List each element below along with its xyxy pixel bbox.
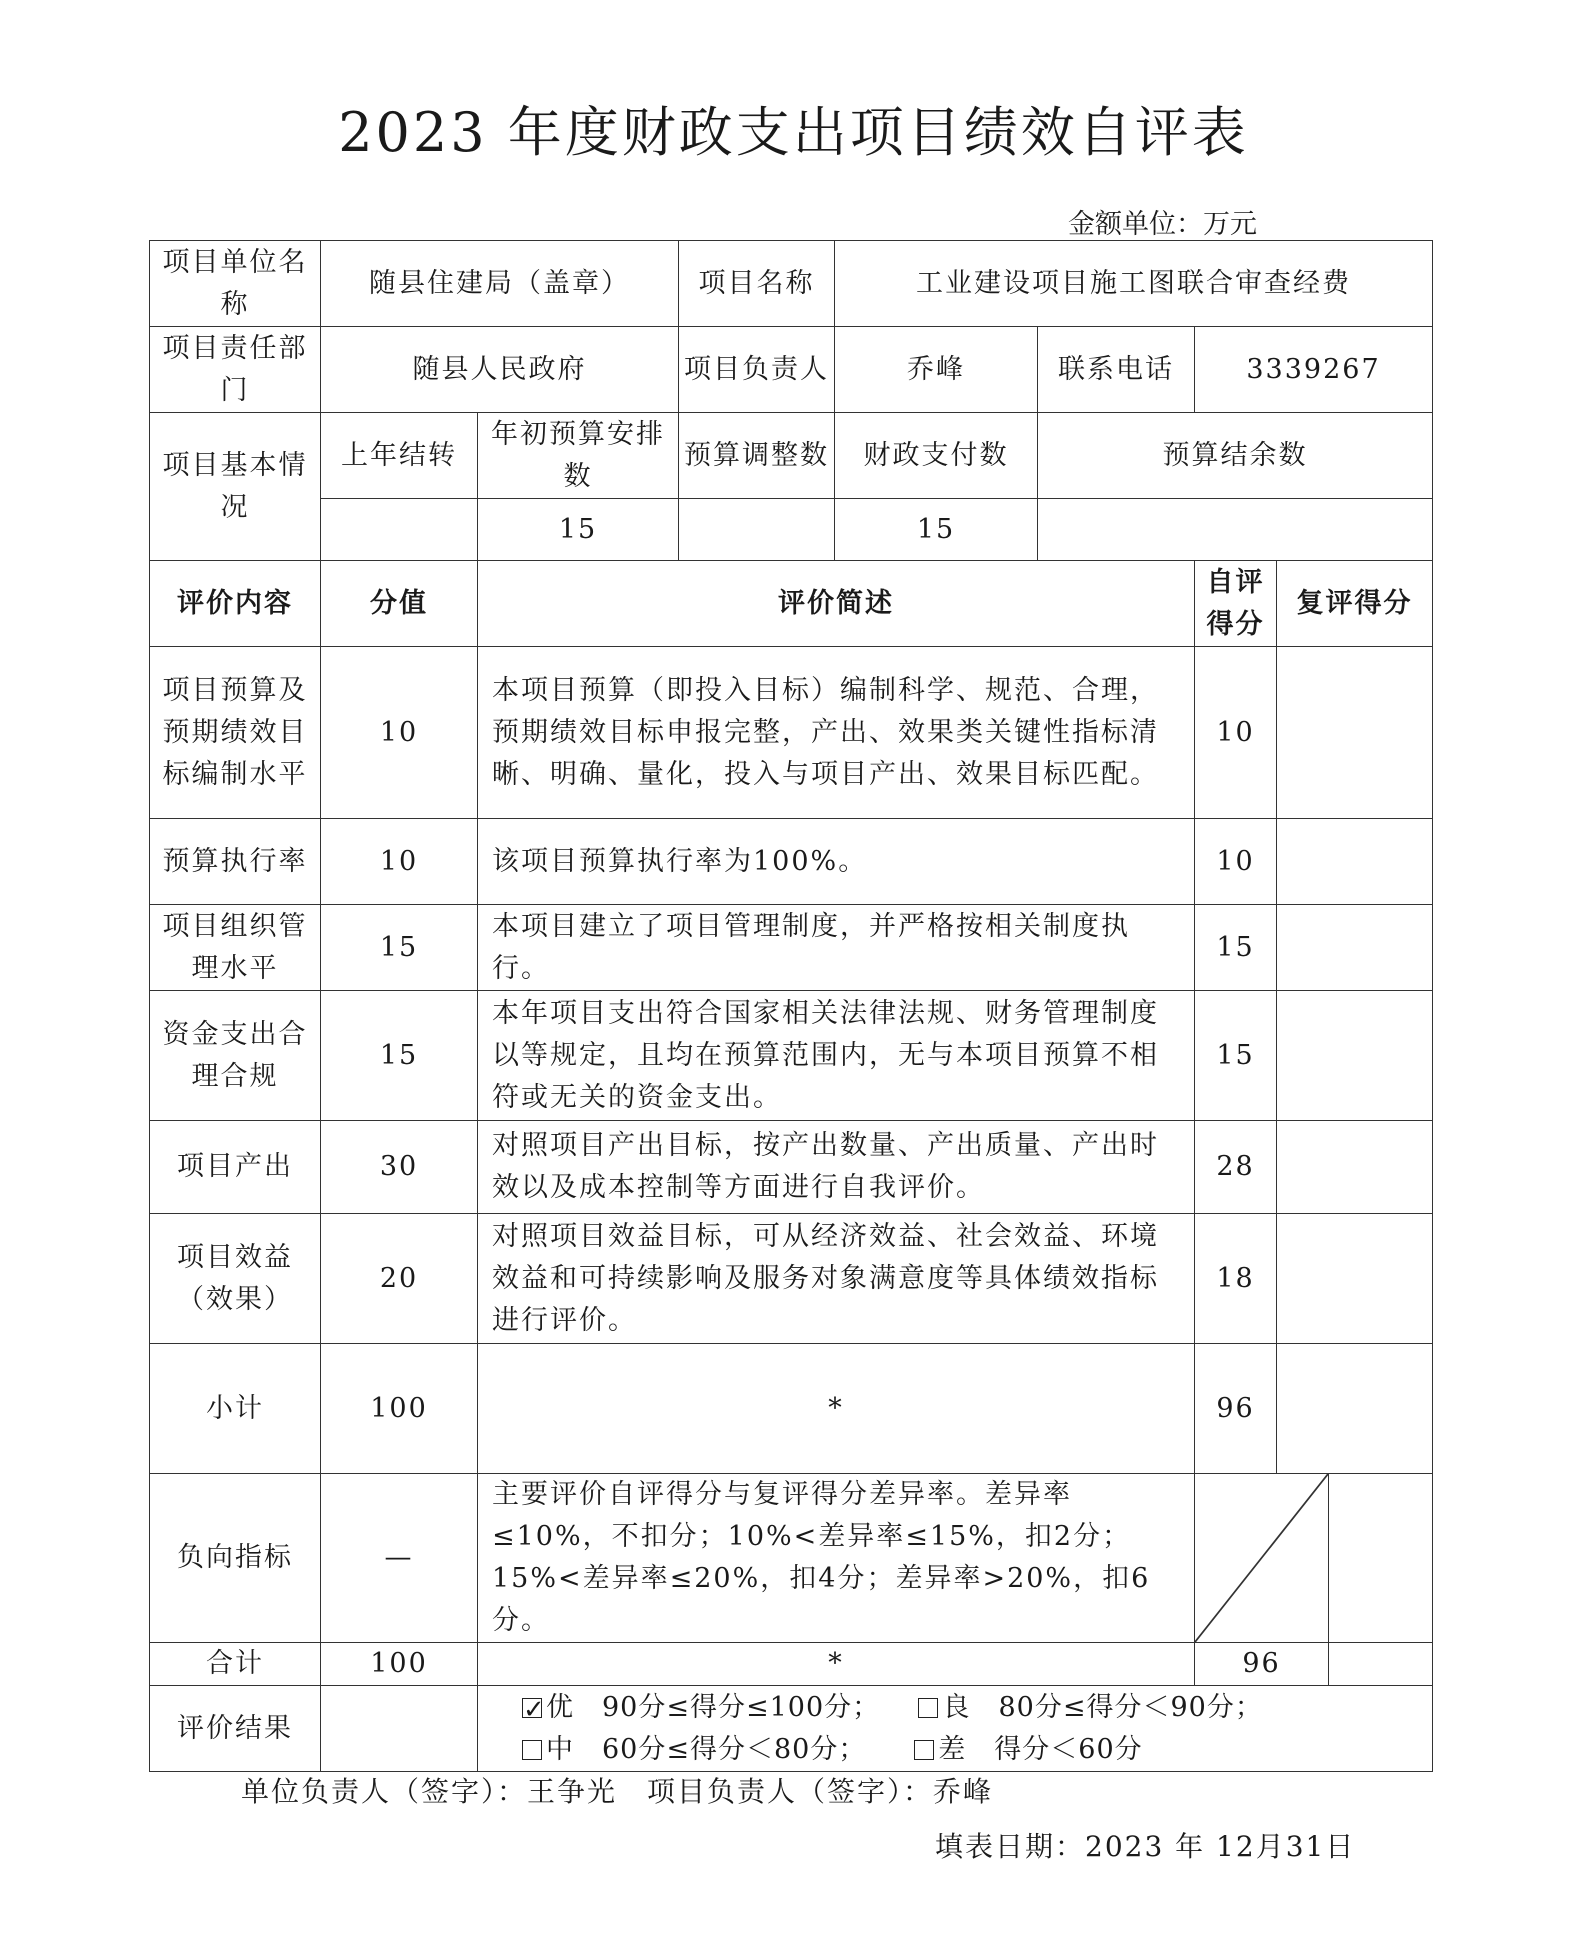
- header-summary: 评价简述: [478, 561, 1195, 647]
- diagonal-strike: [1195, 1474, 1328, 1642]
- checkbox-empty-icon: [918, 1698, 938, 1718]
- row-basic-headers: [150, 413, 1433, 499]
- leader-value: 乔峰: [835, 327, 1038, 413]
- checkbox-checked-icon: [522, 1698, 542, 1718]
- row-subtotal: [150, 1344, 1433, 1474]
- eval-self: 28: [1195, 1121, 1277, 1214]
- eval-score: 10: [321, 819, 478, 905]
- eval-review: [1277, 1214, 1433, 1344]
- eval-desc: 对照项目产出目标，按产出数量、产出质量、产出时效以及成本控制等方面进行自我评价。: [478, 1121, 1195, 1214]
- header-review: 复评得分: [1277, 561, 1433, 647]
- eval-self: 18: [1195, 1214, 1277, 1344]
- total-label: 合计: [150, 1643, 321, 1686]
- result-option-poor: 差 得分＜60分: [938, 1733, 1143, 1765]
- subtotal-label: 小计: [150, 1344, 321, 1474]
- total-desc: *: [478, 1643, 1195, 1686]
- eval-score: 20: [321, 1214, 478, 1344]
- eval-self: 10: [1195, 647, 1277, 819]
- signature-line: 单位负责人（签字）：王争光 项目负责人（签字）：乔峰: [241, 1775, 994, 1808]
- row-unit-name: [150, 241, 1433, 327]
- table-row: [150, 1121, 1433, 1214]
- header-content: 评价内容: [150, 561, 321, 647]
- table-row: [150, 647, 1433, 819]
- result-option-excellent: 优 90分≤得分≤100分；: [546, 1691, 881, 1723]
- negative-label: 负向指标: [150, 1474, 321, 1643]
- header-self: 自评得分: [1195, 561, 1277, 647]
- row-total: [150, 1643, 1433, 1686]
- eval-score: 30: [321, 1121, 478, 1214]
- eval-self: 15: [1195, 991, 1277, 1121]
- eval-desc: 本项目预算（即投入目标）编制科学、规范、合理，预期绩效目标申报完整，产出、效果类关键性指标清晰、明确、量化，投入与项目产出、效果目标匹配。: [478, 647, 1195, 819]
- basic-value: [679, 499, 835, 561]
- eval-score: 15: [321, 991, 478, 1121]
- result-label: 评价结果: [150, 1686, 321, 1772]
- result-options: [478, 1686, 1433, 1772]
- table-row: [150, 905, 1433, 991]
- project-name-label: 项目名称: [679, 241, 835, 327]
- basic-header: 财政支付数: [835, 413, 1038, 499]
- basic-value: [321, 499, 478, 561]
- total-score: 100: [321, 1643, 478, 1686]
- total-self: 96: [1195, 1643, 1329, 1686]
- eval-item: 预算执行率: [150, 819, 321, 905]
- eval-review: [1277, 991, 1433, 1121]
- result-blank: [321, 1686, 478, 1772]
- result-line-1: [482, 1687, 1428, 1729]
- eval-desc: 对照项目效益目标，可从经济效益、社会效益、环境效益和可持续影响及服务对象满意度等具体绩效指标进行评价。: [478, 1214, 1195, 1344]
- eval-item: 项目组织管理水平: [150, 905, 321, 991]
- subtotal-score: 100: [321, 1344, 478, 1474]
- eval-review: [1277, 905, 1433, 991]
- basic-header: 预算调整数: [679, 413, 835, 499]
- eval-score: 15: [321, 905, 478, 991]
- evaluation-form: [149, 240, 1433, 1772]
- basic-header: 上年结转: [321, 413, 478, 499]
- basic-header: 预算结余数: [1038, 413, 1433, 499]
- row-eval-header: [150, 561, 1433, 647]
- result-option-medium: 中 60分≤得分＜80分；: [546, 1733, 867, 1765]
- project-name-value: 工业建设项目施工图联合审查经费: [835, 241, 1433, 327]
- eval-review: [1277, 819, 1433, 905]
- basic-value: 15: [478, 499, 679, 561]
- leader-label: 项目负责人: [679, 327, 835, 413]
- checkbox-empty-icon: [914, 1740, 934, 1760]
- basic-value: 15: [835, 499, 1038, 561]
- dept-label: 项目责任部门: [150, 327, 321, 413]
- table-row: [150, 819, 1433, 905]
- negative-self-crossed: [1195, 1474, 1329, 1643]
- row-basic-values: [150, 499, 1433, 561]
- eval-item: 项目效益（效果）: [150, 1214, 321, 1344]
- result-line-2: [482, 1729, 1428, 1771]
- eval-score: 10: [321, 647, 478, 819]
- table-row: [150, 1214, 1433, 1344]
- fill-date: 填表日期：2023 年 12月31日: [935, 1830, 1356, 1863]
- basic-header: 年初预算安排数: [478, 413, 679, 499]
- eval-item: 资金支出合理合规: [150, 991, 321, 1121]
- eval-item: 项目产出: [150, 1121, 321, 1214]
- subtotal-desc: *: [478, 1344, 1195, 1474]
- eval-self: 15: [1195, 905, 1277, 991]
- eval-desc: 本项目建立了项目管理制度，并严格按相关制度执行。: [478, 905, 1195, 991]
- negative-score: —: [321, 1474, 478, 1643]
- phone-value: 3339267: [1195, 327, 1433, 413]
- total-review: [1329, 1643, 1433, 1686]
- table-row: [150, 991, 1433, 1121]
- checkbox-empty-icon: [522, 1740, 542, 1760]
- unit-name-value: 随县住建局（盖章）: [321, 241, 679, 327]
- subtotal-self: 96: [1195, 1344, 1277, 1474]
- eval-self: 10: [1195, 819, 1277, 905]
- negative-desc: 主要评价自评得分与复评得分差异率。差异率≤10%，不扣分；10%<差异率≤15%，扣2分；15%<差异率≤20%，扣4分；差异率>20%，扣6分。: [478, 1474, 1195, 1643]
- row-result: [150, 1686, 1433, 1772]
- amount-unit: 金额单位：万元: [1068, 209, 1257, 240]
- phone-label: 联系电话: [1038, 327, 1195, 413]
- basic-label: 项目基本情况: [150, 413, 321, 561]
- result-option-good: 良 80分≤得分＜90分；: [942, 1691, 1263, 1723]
- eval-item: 项目预算及预期绩效目标编制水平: [150, 647, 321, 819]
- eval-review: [1277, 647, 1433, 819]
- row-department: [150, 327, 1433, 413]
- eval-review: [1277, 1121, 1433, 1214]
- dept-value: 随县人民政府: [321, 327, 679, 413]
- subtotal-review: [1277, 1344, 1433, 1474]
- form-title: 2023 年度财政支出项目绩效自评表: [338, 101, 1249, 164]
- negative-review: [1329, 1474, 1433, 1643]
- basic-value: [1038, 499, 1433, 561]
- row-negative: [150, 1474, 1433, 1643]
- header-score: 分值: [321, 561, 478, 647]
- eval-desc: 该项目预算执行率为100%。: [478, 819, 1195, 905]
- unit-name-label: 项目单位名称: [150, 241, 321, 327]
- eval-desc: 本年项目支出符合国家相关法律法规、财务管理制度以等规定，且均在预算范围内，无与本项目预算不相符或无关的资金支出。: [478, 991, 1195, 1121]
